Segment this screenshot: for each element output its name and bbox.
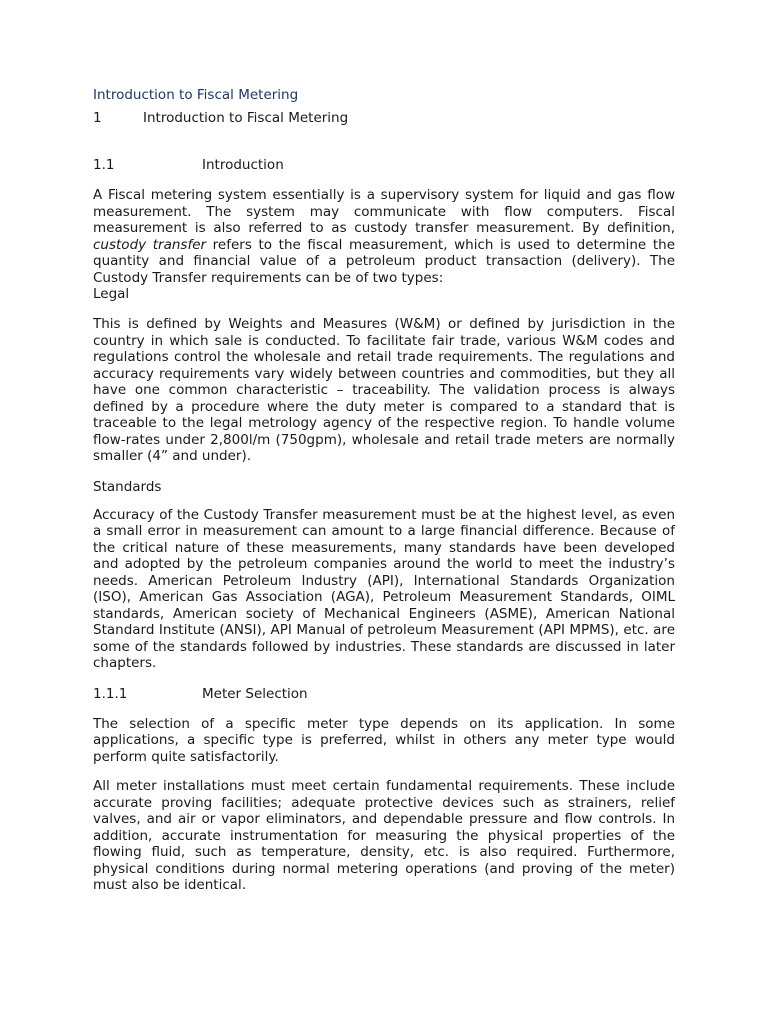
intro-paragraph — [93, 187, 675, 286]
heading-1-1 — [93, 156, 675, 174]
document-title: Introduction to Fiscal Metering — [93, 87, 299, 103]
heading-1-number: 1 — [93, 110, 102, 126]
intro-text-after: refers to the fiscal measurement, which is used to determine the quantity and financial value of a petroleum product transaction (delivery). The Custody Transfer requirements can be of two types: — [93, 236, 676, 286]
standards-paragraph: Accuracy of the Custody Transfer measurement must be at the highest level, as even a small error in measurement can amount to a large financial difference. Because of the critical nature of these measurements, many standards have been developed and adopted by the petroleum companies around the world to meet the industry’s needs. American Petroleum Industry (API), International Standards Organization (ISO), American Gas Association (AGA), Petroleum Measurement Standards, OIML standards, American society of Mechanical Engineers (ASME), American National Standard Institute (ANSI), API Manual of petroleum Measurement (API MPMS), etc. are some of the standards followed by industries. These standards are discussed in later chapters. — [93, 506, 675, 671]
intro-text-before: A Fiscal metering system essentially is a supervisory system for liquid and gas flow measurement. The system may communicate with flow computers. Fiscal measurement is also referred to as custody transfer measurement. By definition, — [93, 187, 675, 236]
legal-paragraph: This is defined by Weights and Measures (W&M) or defined by jurisdiction in the country in which sale is conducted. To facilitate fair trade, various W&M codes and regulations control the wholesale and retail trade requirements. The regulations and accuracy requirements vary widely between countries and commodities, but they all have one common characteristic – traceability. The validation process is always defined by a procedure where the duty meter is compared to a standard that is traceable to the legal metrology agency of the respective region. To handle volume flow-rates under 2,800l/m (750gpm), wholesale and retail trade meters are normally smaller (4” and under). — [93, 316, 675, 464]
intro-italic-term: custody transfer — [93, 236, 207, 253]
heading-1-1-1 — [93, 685, 675, 703]
heading-1-1-number: 1.1 — [93, 157, 115, 173]
standards-heading: Standards — [93, 478, 162, 495]
document-page — [93, 86, 675, 894]
legal-heading: Legal — [93, 286, 130, 302]
meter-selection-paragraph-2: All meter installations must meet certain fundamental requirements. These include accurate proving facilities; adequate protective devices such as strainers, relief valves, and air or vapor eliminators, and dependable pressure and flow controls. In addition, accurate instrumentation for measuring the physical properties of the flowing fluid, such as temperature, density, etc. is also required. Furthermore, physical conditions during normal metering operations (and proving of the meter) must also be identical. — [93, 778, 675, 893]
heading-1 — [93, 109, 675, 127]
meter-selection-paragraph-1: The selection of a specific meter type depends on its application. In some applications, a specific type is preferred, whilst in others any meter type would perform quite satisfactorily. — [93, 715, 675, 765]
heading-1-1-1-number: 1.1.1 — [93, 685, 128, 702]
heading-1-text: Introduction to Fiscal Metering — [143, 110, 349, 126]
heading-1-1-1-text: Meter Selection — [202, 685, 308, 702]
heading-1-1-text: Introduction — [202, 157, 284, 173]
